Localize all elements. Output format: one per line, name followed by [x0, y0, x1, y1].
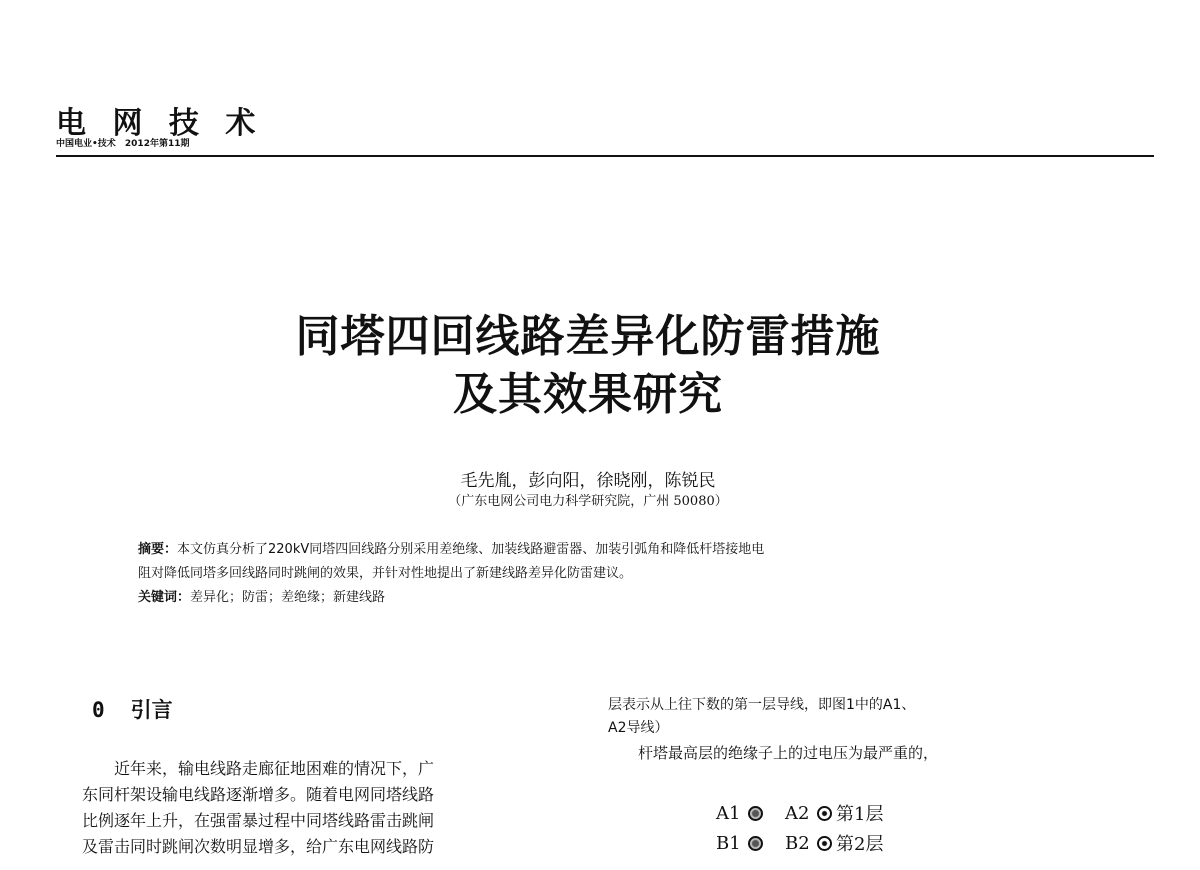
left-line-1: 近年来，输电线路走廊征地困难的情况下，广	[114, 759, 435, 778]
journal-issue: 2012年第11期	[124, 139, 190, 149]
journal-subtitle	[56, 136, 195, 149]
right-column	[608, 694, 1078, 765]
section-heading	[92, 694, 173, 724]
left-column	[82, 756, 562, 860]
abstract-line-2: 阻对降低同塔多回线路同时跳闸的效果，并针对性地提出了新建线路差异化防雷建议。	[138, 566, 633, 581]
right-line-2: A2导线）	[608, 720, 669, 736]
right-line-1: 层表示从上往下数的第一层导线，即图1中的A1、	[608, 697, 916, 713]
left-line-3: 比例逐年上升，在强雷暴过程中同塔线路雷击跳闸	[82, 811, 435, 830]
conductor-b-label: B2	[785, 832, 810, 854]
conductor-a-label: B1	[716, 832, 741, 854]
title-line-1: 同塔四回线路差异化防雷措施	[295, 311, 881, 362]
affiliation: （广东电网公司电力科学研究院，广州 50080）	[448, 494, 728, 509]
figure-row	[716, 798, 1016, 828]
section-title: 引言	[130, 698, 173, 722]
figure-row	[716, 828, 1016, 858]
paper-title	[0, 308, 1176, 424]
right-line-3: 杆塔最高层的绝缘子上的过电压为最严重的，	[638, 744, 939, 762]
journal-name: 电 网 技 术	[56, 106, 264, 141]
conductor-b-label: A2	[785, 802, 810, 824]
conductor-icon	[748, 836, 763, 851]
title-line-2: 及其效果研究	[453, 369, 723, 420]
left-line-4: 及雷击同时跳闸次数明显增多，给广东电网线路防	[82, 837, 435, 856]
journal-publisher: 中国电业•技术	[56, 139, 116, 149]
abstract-text-1: 本文仿真分析了220kV同塔四回线路分别采用差绝缘、加装线路避雷器、加装引弧角和降低杆塔接地电	[177, 542, 765, 557]
tower-figure	[716, 798, 1016, 858]
header-rule	[56, 155, 1154, 157]
left-line-2: 东同杆架设输电线路逐渐增多。随着电网同塔线路	[82, 785, 435, 804]
abstract	[138, 538, 1058, 610]
section-number: 0	[92, 698, 105, 722]
authors: 毛先胤，彭向阳，徐晓刚，陈锐民	[460, 471, 716, 491]
layer-label: 第1层	[836, 804, 884, 825]
conductor-a-label: A1	[716, 802, 741, 824]
left-paragraph	[82, 756, 562, 782]
conductor-icon	[748, 806, 763, 821]
keywords-text: 差异化；防雷；差绝缘；新建线路	[190, 590, 386, 605]
conductor-icon	[817, 836, 832, 851]
abstract-line-1	[138, 538, 1058, 562]
keywords	[138, 586, 1058, 610]
conductor-icon	[817, 806, 832, 821]
abstract-label: 摘要：	[138, 542, 178, 557]
layer-label: 第2层	[836, 834, 884, 855]
keywords-label: 关键词：	[138, 590, 191, 605]
